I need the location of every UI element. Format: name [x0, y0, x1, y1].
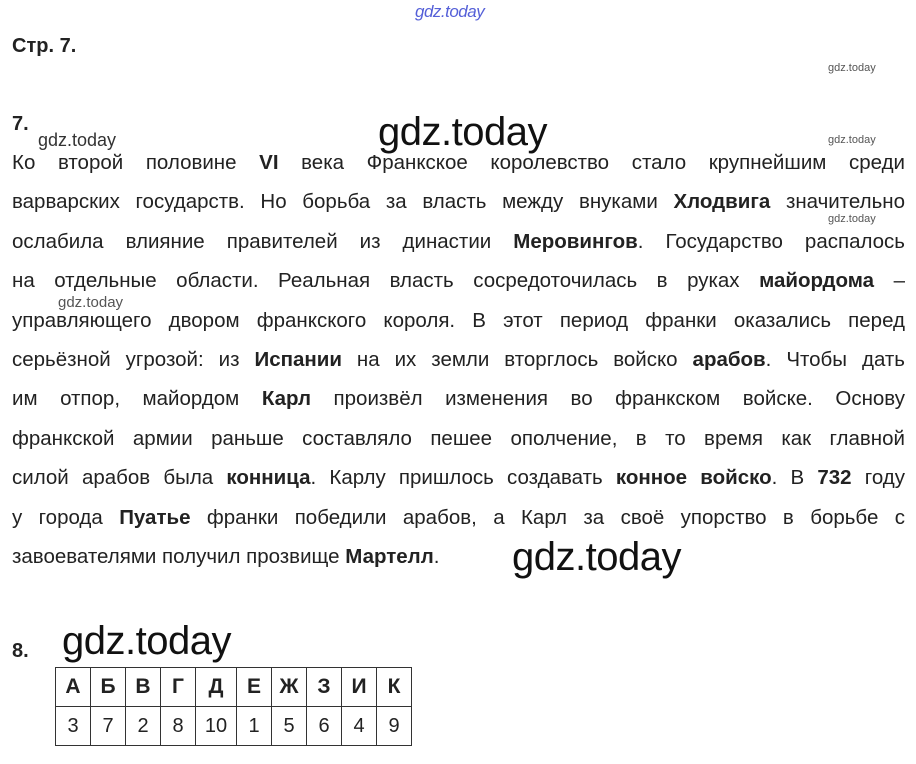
- paragraph-line: [12, 182, 905, 221]
- answer-letter-cell: К: [377, 668, 412, 707]
- watermark-big: gdz.today: [62, 619, 231, 663]
- text-run: . В: [771, 466, 818, 490]
- watermark-small: gdz.today: [828, 62, 876, 74]
- bold-term: Карл: [261, 387, 312, 411]
- answer-letter-cell: Б: [91, 668, 126, 707]
- watermark-medium: gdz.today: [58, 294, 124, 311]
- text-run: .: [433, 544, 440, 568]
- answer-value-cell: 8: [161, 707, 196, 746]
- text-run: силой арабов была: [12, 466, 227, 490]
- text-run: . Чтобы дать: [765, 347, 905, 371]
- paragraph-line: [12, 143, 905, 182]
- paragraph-line: [12, 498, 905, 537]
- bold-term: Пуатье: [119, 505, 191, 529]
- text-run: значительно: [770, 190, 905, 214]
- text-run: им отпор, майордом: [12, 387, 262, 411]
- text-run: году: [851, 466, 905, 490]
- bold-term: Меровингов: [513, 229, 638, 253]
- paragraph-line: [12, 222, 905, 261]
- bold-term: арабов: [692, 347, 766, 371]
- answer-value-cell: 6: [307, 707, 342, 746]
- paragraph-line: [12, 340, 905, 379]
- text-run: на отдельные области. Реальная власть сосредоточилась в руках: [12, 269, 760, 293]
- watermark-big: gdz.today: [512, 535, 681, 579]
- text-run: франки победили арабов, а Карл за своё упорство в борьбе с: [190, 505, 905, 529]
- page-reference: Стр. 7.: [12, 35, 77, 57]
- bold-term: майордома: [759, 269, 875, 293]
- paragraph-line: [12, 419, 905, 458]
- bold-term: VI: [259, 151, 279, 174]
- bold-term: Хлодвига: [673, 190, 771, 214]
- paragraph-line: [12, 379, 905, 418]
- text-run: франкской армии раньше составляло пешее ополчение, в то время как главной: [12, 426, 905, 450]
- task-7-number: 7.: [12, 113, 29, 135]
- text-run: варварских государств. Но борьба за власть между внуками: [12, 190, 674, 214]
- text-run: на их земли вторглось войско: [341, 347, 693, 371]
- answer-value-cell: 7: [91, 707, 126, 746]
- answer-table: [55, 667, 412, 746]
- paragraph-line: [12, 261, 905, 300]
- answer-letter-cell: А: [56, 668, 91, 707]
- answer-value-cell: 4: [342, 707, 377, 746]
- answer-table-header-row: [56, 668, 412, 707]
- answer-letter-cell: Ж: [272, 668, 307, 707]
- text-run: серьёзной угрозой: из: [12, 347, 255, 371]
- text-run: –: [874, 269, 905, 293]
- answer-value-cell: 1: [237, 707, 272, 746]
- answer-letter-cell: Г: [161, 668, 196, 707]
- text-run: у города: [12, 505, 120, 529]
- watermark-small: gdz.today: [828, 134, 876, 146]
- answer-value-cell: 10: [196, 707, 237, 746]
- answer-value-cell: 3: [56, 707, 91, 746]
- answer-value-cell: 2: [126, 707, 161, 746]
- watermark-big: gdz.today: [378, 110, 547, 154]
- paragraph-line: [12, 458, 905, 497]
- text-run: века Франкское королевство стало крупнейшим среди: [278, 151, 905, 174]
- watermark-top: gdz.today: [415, 2, 485, 21]
- bold-term: 732: [817, 466, 852, 490]
- text-run: ослабила влияние правителей из династии: [12, 229, 514, 253]
- answer-value-cell: 5: [272, 707, 307, 746]
- answer-letter-cell: З: [307, 668, 342, 707]
- task-8-number: 8.: [12, 640, 29, 662]
- answer-letter-cell: Д: [196, 668, 237, 707]
- text-run: произвёл изменения во франкском войске. Основу: [311, 387, 905, 411]
- bold-term: конница: [226, 466, 311, 490]
- answer-letter-cell: И: [342, 668, 377, 707]
- bold-term: конное войско: [615, 466, 772, 490]
- watermark-medium: gdz.today: [38, 130, 117, 150]
- paragraph-line: [12, 537, 905, 576]
- text-run: . Государство распалось: [637, 229, 905, 253]
- answer-table-values-row: [56, 707, 412, 746]
- answer-value-cell: 9: [377, 707, 412, 746]
- watermark-small: gdz.today: [828, 213, 876, 225]
- text-run: завоевателями получил прозвище: [12, 544, 346, 568]
- text-run: . Карлу пришлось создавать: [310, 466, 616, 490]
- paragraph-line: [12, 301, 905, 340]
- text-run: Ко второй половине: [12, 151, 260, 174]
- bold-term: Мартелл: [345, 544, 434, 568]
- task-7-paragraph: [12, 143, 905, 576]
- bold-term: Испании: [254, 347, 342, 371]
- answer-letter-cell: Е: [237, 668, 272, 707]
- text-run: управляющего двором франкского короля. В этот период франки оказались перед: [12, 308, 905, 332]
- answer-letter-cell: В: [126, 668, 161, 707]
